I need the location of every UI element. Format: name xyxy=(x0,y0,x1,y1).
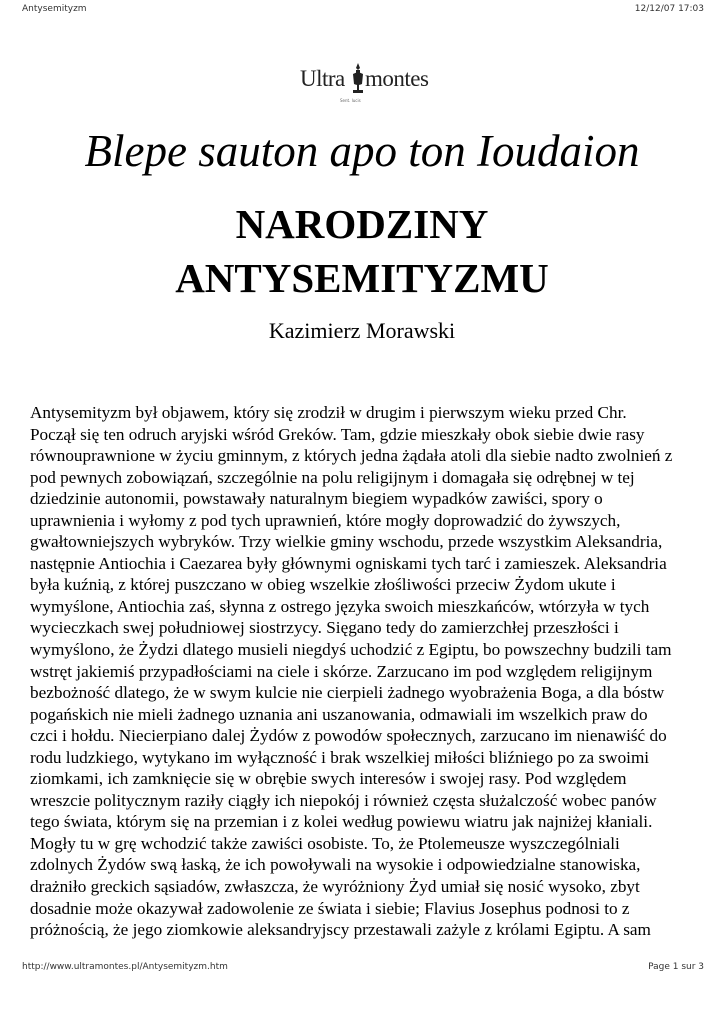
body-line: Mogły tu w grę wchodzić także zawiści osobiste. To, że Ptolemeusze wyszczególniali xyxy=(30,833,620,853)
article-title-line: ANTYSEMITYZMU xyxy=(175,255,549,301)
article-body xyxy=(30,402,706,941)
logo-word-right: montes xyxy=(365,66,429,91)
body-line: próżnością, że jego ziomkowie aleksandryjscy przestawali zażyle z królami Egiptu. A sam xyxy=(30,920,651,940)
logo-tagline: Sent. lucis xyxy=(340,98,361,103)
print-footer-page-number: Page 1 sur 3 xyxy=(648,962,704,972)
greek-motto: Blepe sauton apo ton Ioudaion xyxy=(84,126,640,176)
print-header-datetime: 12/12/07 17:03 xyxy=(634,4,704,14)
body-line: wycieczkach swej południowej siostrzycy. Sięgano tedy do zamierzchłej przeszłości i xyxy=(30,618,619,638)
body-line: pod pewnych zobowiązań, szczególnie na polu religijnym i domagała się odrębnej w tej xyxy=(30,467,635,487)
body-line: wreszcie politycznym raziły ciągły ich niepokój i również częsta służalczość wobec panów xyxy=(30,790,657,810)
article-title-line: NARODZINY xyxy=(235,201,489,247)
logo-emblem-icon xyxy=(350,62,366,96)
body-line: dziedzinie autonomii, powstawały naturalnym biegiem wypadków zawiści, spory o xyxy=(30,489,603,509)
body-line: pogańskich nie mieli żadnego uznania ani uszanowania, odmawiali im wszelkich praw do xyxy=(30,704,648,724)
body-line: ziomkami, ich zamknięcie się w obrębie swych interesów i swojej rasy. Pod względem xyxy=(30,769,627,789)
body-line: była kuźnią, z której puszczano w obieg wszelkie złośliwości przeciw Żydom ukute i xyxy=(30,575,616,595)
body-line: drażniło greckich sąsiadów, zwłaszcza, że wyróżniony Żyd umiał się nosić wysoko, zbyt xyxy=(30,877,640,897)
body-line: Antysemityzm był objawem, który się zrodził w drugim i pierwszym wieku przed Chr. xyxy=(30,403,627,422)
body-line: zdolnych Żydów swą łaską, że ich powoływali na wysokie i odpowiedzialne stanowiska, xyxy=(30,855,641,875)
body-line: następnie Antiochia i Caezarea były głównymi ogniskami tych tarć i zamieszek. Aleksandria xyxy=(30,553,667,573)
body-line: uprawnienia i wyłomy z pod tych uprawnień, które mogły doprowadzić do żywszych, xyxy=(30,510,621,530)
article-author: Kazimierz Morawski xyxy=(268,318,456,343)
body-line: bezbożność dlatego, że w swym kulcie nie cierpieli żadnego wyobrażenia Boga, a dla bóstw xyxy=(30,683,665,703)
ultramontes-logo xyxy=(292,58,428,110)
body-line: tego świata, którym się na przemian i z kolei według powiewu wiatru jak najniżej kłaniali. xyxy=(30,812,653,832)
body-line: wstręt jakiemiś przypadłościami na ciele i skórze. Zarzucano im pod względem religijnym xyxy=(30,661,653,681)
print-footer-url: http://www.ultramontes.pl/Antysemityzm.htm xyxy=(22,962,228,972)
body-line: wymyślono, że Żydzi dlatego musieli niegdyś uchodzić z Egiptu, bo powszechny budzili tam xyxy=(30,640,672,660)
body-line: rodu ludzkiego, wytykano im wyłączność i brak wszelkiej miłości bliźniego po za swoimi xyxy=(30,747,650,767)
body-line: dosadnie może okazywał zadowolenie ze świata i siebie; Flavius Josephus podnosi to z xyxy=(30,898,630,918)
print-header-title: Antysemityzm xyxy=(22,4,87,14)
body-line: gwałtowniejszych wybryków. Trzy wielkie gminy wschodu, przede wszystkim Aleksandria, xyxy=(30,532,663,552)
logo-word-left: Ultra xyxy=(300,66,345,91)
body-line: Począł się ten odruch aryjski wśród Greków. Tam, gdzie mieszkały obok siebie dwie rasy xyxy=(30,424,645,444)
article-title xyxy=(0,197,724,305)
body-line: wymyślone, Antiochia zaś, słynna z ostrego języka swoich mieszkańców, wtórzyła w tych xyxy=(30,596,650,616)
body-line: równouprawnione w życiu gminnym, z których jedna żądała atoli dla siebie nadto zwolnień z xyxy=(30,446,673,466)
body-line: czci i hołdu. Niecierpiano dalej Żydów z powodów społecznych, zarzucano im nienawiść do xyxy=(30,726,667,746)
